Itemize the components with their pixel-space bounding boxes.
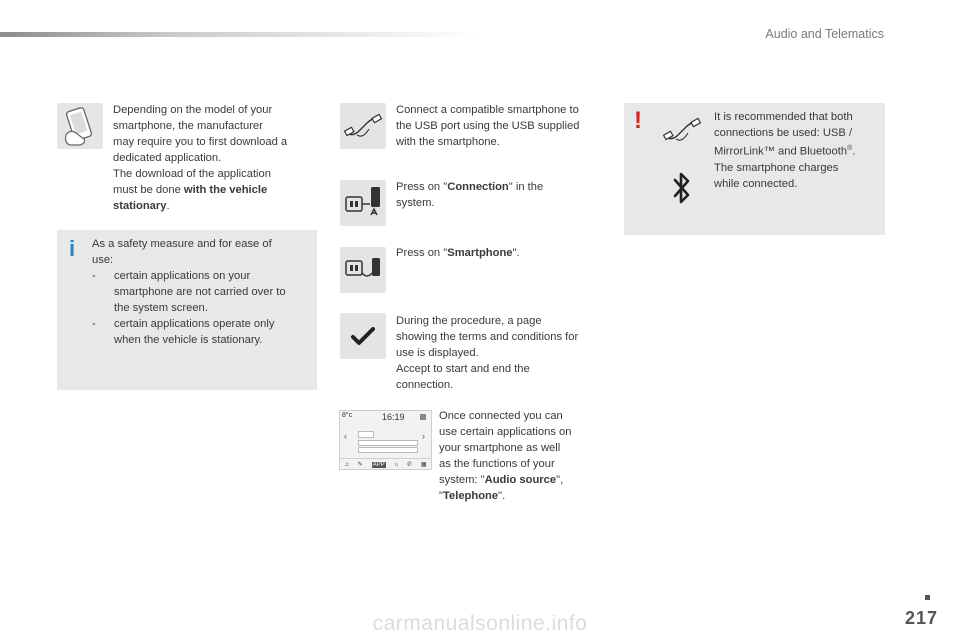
grid-icon: ▦	[420, 462, 427, 468]
step4-text	[396, 313, 606, 393]
page-marker	[925, 595, 930, 600]
text-line: use:	[92, 254, 114, 266]
text-line: your smartphone as well	[439, 442, 561, 454]
text-line: must be done with the vehicle	[113, 184, 268, 196]
touchscreen-image	[339, 410, 432, 470]
navigation-icon: ✎	[357, 462, 363, 468]
text-line: system: "Audio source",	[439, 474, 564, 486]
text-line: The download of the application	[113, 168, 271, 180]
text-line: Depending on the model of your	[113, 104, 273, 116]
screen-widget	[358, 431, 374, 438]
warning-icon: !	[634, 107, 642, 134]
home-icon: ⌂	[394, 461, 399, 468]
text-line: As a safety measure and for ease of	[92, 238, 272, 250]
text-line: system.	[396, 197, 435, 209]
safety-item: - certain applications operate only when the vehicle is stationary.	[92, 318, 275, 346]
music-note-icon: ♫	[344, 461, 349, 468]
text-line: while connected.	[714, 177, 798, 190]
screen-widget	[358, 440, 418, 446]
recommendation-panel	[624, 103, 885, 235]
screen-widget	[358, 447, 418, 453]
text-line: showing the terms and conditions for	[396, 331, 579, 343]
watermark: carmanualsonline.info	[372, 612, 588, 635]
chevron-right-icon: ›	[422, 431, 425, 441]
section-title: Audio and Telematics	[765, 27, 884, 41]
bluetooth-icon	[672, 171, 692, 210]
text-line: use is displayed.	[396, 347, 479, 359]
step5-text	[439, 408, 599, 504]
chevron-left-icon: ‹	[344, 431, 347, 441]
safety-panel	[57, 230, 317, 390]
text-line: stationary.	[113, 200, 170, 212]
connection-icon	[340, 180, 386, 226]
smartphone-connection-icon	[340, 247, 386, 293]
text-line: smartphone, the manufacturer	[113, 120, 263, 132]
screen-time: 16:19	[382, 412, 405, 422]
text-line: "Telephone".	[439, 490, 506, 502]
checkmark-icon	[340, 313, 386, 359]
text-line: dedicated application.	[113, 152, 222, 164]
intro-text	[113, 102, 313, 214]
info-icon: i	[69, 236, 76, 261]
step2-text	[396, 179, 596, 211]
text-line: MirrorLink™ and Bluetooth®.	[714, 145, 856, 158]
text-line: The smartphone charges	[714, 161, 839, 174]
text-line: may require you to first download a	[113, 136, 288, 148]
recommendation-text	[714, 109, 880, 192]
safety-text	[92, 236, 314, 348]
text-line: Connect a compatible smartphone to	[396, 104, 579, 116]
screen-status-icon	[420, 414, 426, 420]
step3-text	[396, 245, 596, 261]
text-line: Press on "Connection" in the	[396, 181, 544, 193]
safety-item: - certain applications on your smartphone are not carried over to the system screen.	[92, 270, 286, 314]
header-bar	[0, 32, 480, 37]
page-number: 217	[904, 608, 938, 628]
text-line: use certain applications on	[439, 426, 572, 438]
text-line: Accept to start and end the	[396, 363, 530, 375]
text-line: as the functions of your	[439, 458, 555, 470]
app-label: APP	[372, 461, 385, 468]
text-line: Once connected you can	[439, 410, 563, 422]
text-line: the USB port using the USB supplied	[396, 120, 580, 132]
text-line: connection.	[396, 379, 454, 391]
screen-toolbar	[340, 458, 431, 470]
text-line: Press on "Smartphone".	[396, 247, 520, 259]
phone-icon: ✆	[406, 462, 412, 468]
usb-cable-icon	[662, 115, 702, 150]
text-line: connections be used: USB /	[714, 127, 853, 139]
text-line: It is recommended that both	[714, 111, 853, 123]
text-line: During the procedure, a page	[396, 315, 542, 327]
screen-temperature: 8°c	[342, 412, 353, 419]
smartphone-hand-icon	[57, 103, 103, 149]
text-line: with the smartphone.	[396, 136, 500, 148]
usb-cable-icon	[340, 103, 386, 149]
step1-text	[396, 102, 606, 150]
